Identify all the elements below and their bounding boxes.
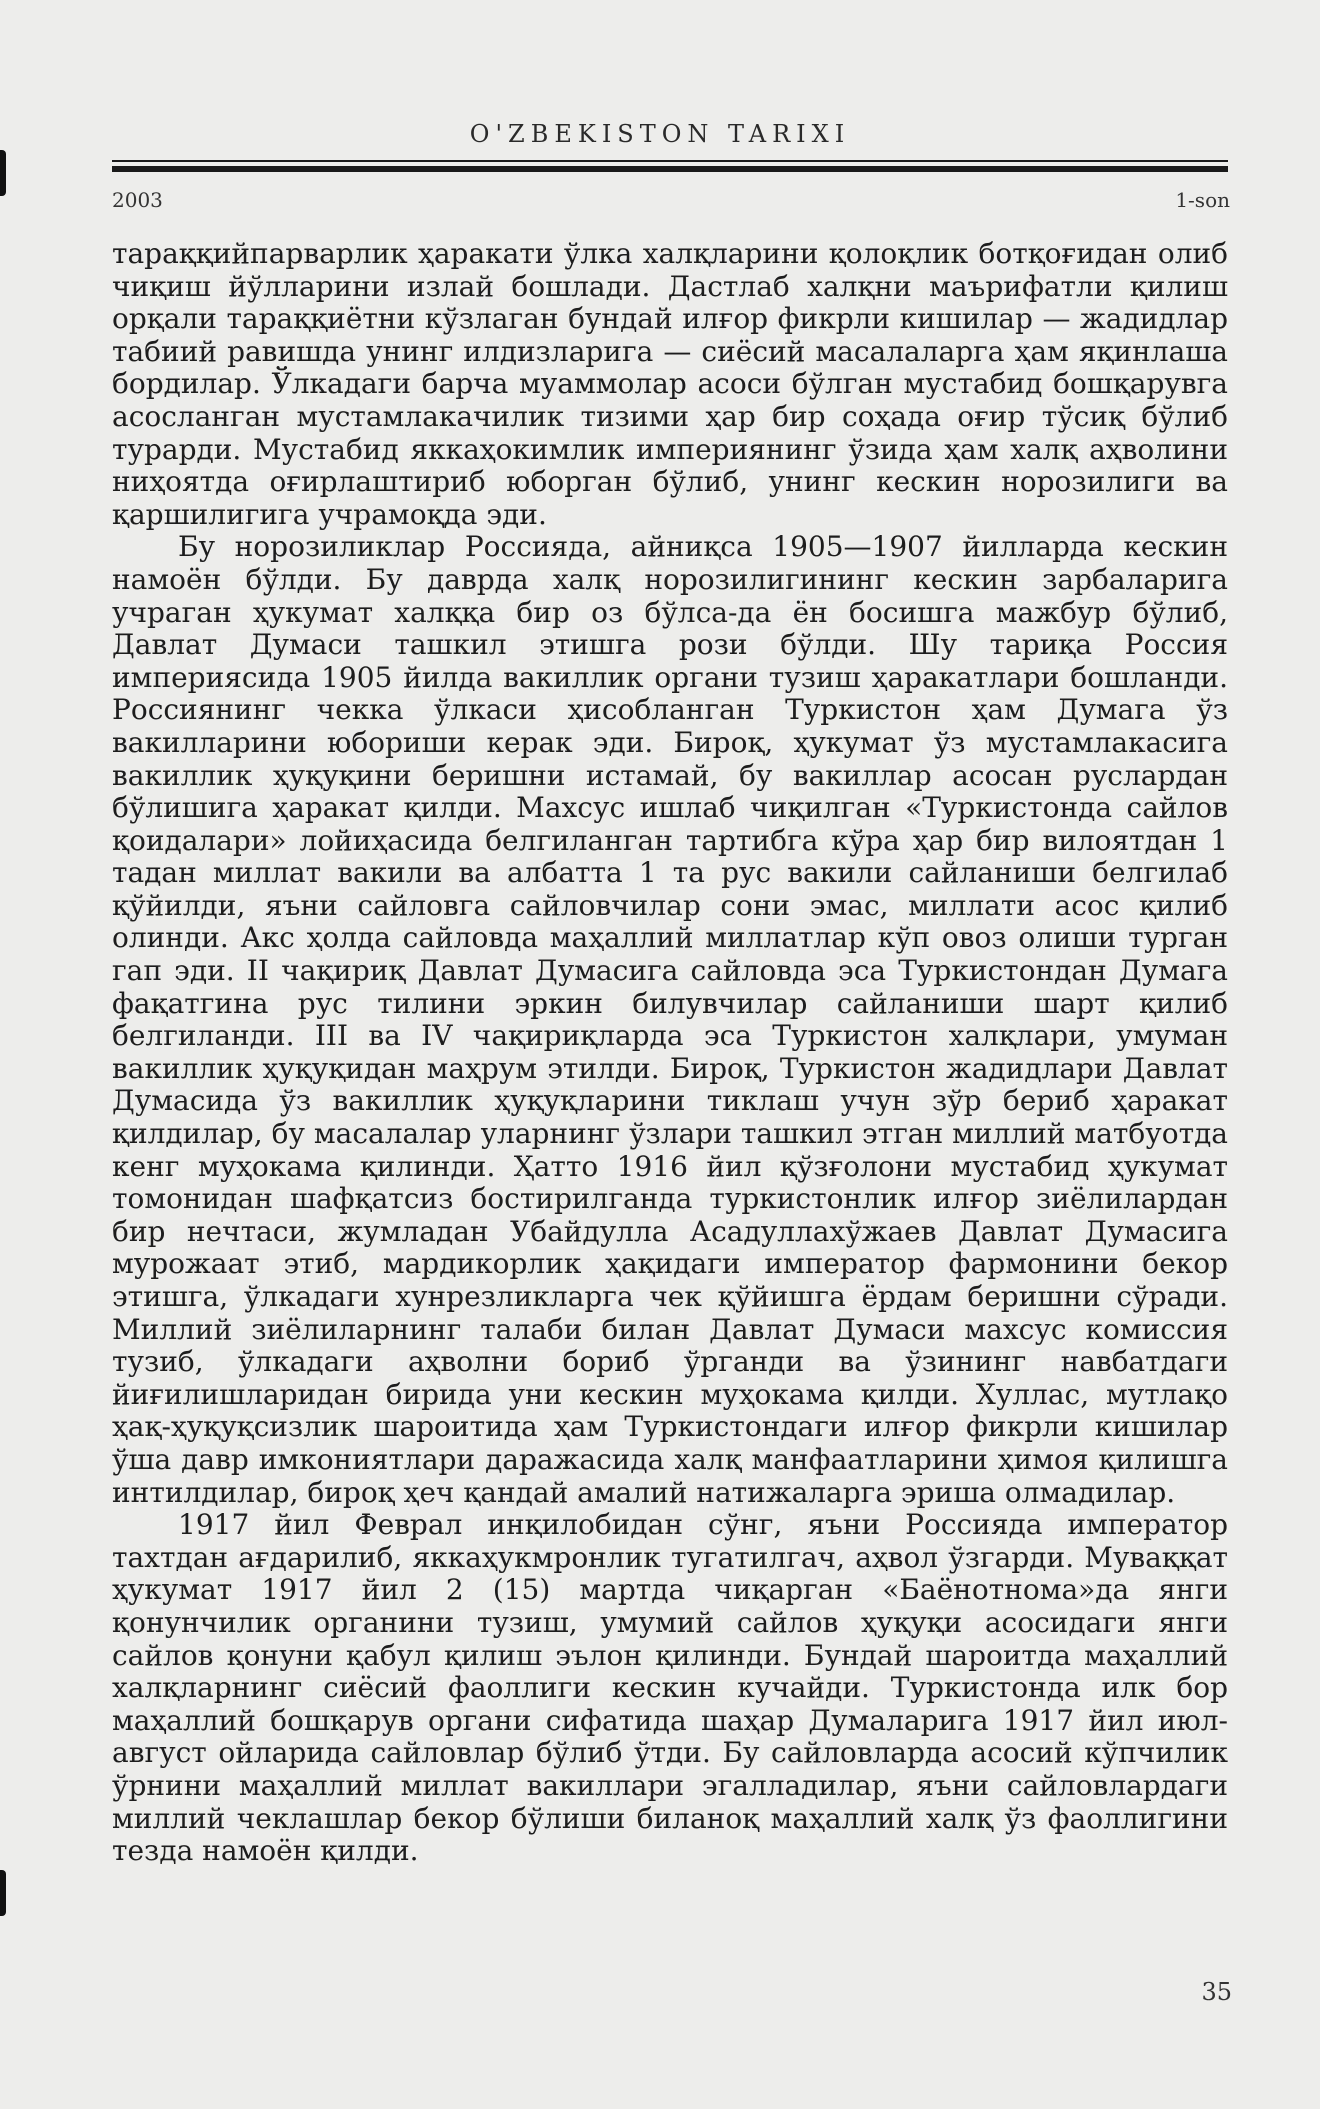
paragraph: тараққийпарварлик ҳаракати ўлка халқларини қолоқлик ботқоғидан олиб чиқиш йўлларини излай бошлади. Дастлаб халқни маърифатли қилиш орқали тараққиётни кўзлаган бундай илғор фикрли кишилар — жадидлар табиий равишда унинг илдизларига — сиёсий масалаларга ҳам яқинлаша бордилар. Ўлкадаги барча муаммолар асоси бўлган мустабид бошқарувга асосланган мустамлакачилик тизими ҳар бир соҳада оғир тўсиқ бўлиб турарди. Мустабид яккаҳокимлик империянинг ўзида ҳам халқ аҳволини ниҳоятда оғирлаштириб юборган бўлиб, унинг кескин норозилиги ва қаршилигига учрамоқда эди. — [112, 237, 1228, 531]
issue-year: 2003 — [112, 188, 163, 212]
journal-title: O'ZBEKISTON TARIXI — [469, 120, 851, 148]
article-body — [112, 238, 1228, 1868]
binding-hole-mark — [0, 1870, 6, 1916]
header-rule-thin — [112, 160, 1228, 162]
issue-number: 1-son — [1175, 188, 1230, 212]
paragraph: 1917 йил Феврал инқилобидан сўнг, яъни Россияда император тахтдан ағдарилиб, яккаҳукмронлик тугатилгач, аҳвол ўзгарди. Муваққат ҳукумат 1917 йил 2 (15) мартда чиқарган «Баёнотнома»да янги қонунчилик органини тузиш, умумий сайлов ҳуқуқи асосидаги янги сайлов қонуни қабул қилиш эълон қилинди. Бундай шароитда маҳаллий халқларнинг сиёсий фаоллиги кескин кучайди. Туркистонда илк бор маҳаллий бошқарув органи сифатида шаҳар Думаларига 1917 йил июл-август ойларида сайловлар бўлиб ўтди. Бу сайловларда асосий кўпчилик ўрнини маҳаллий миллат вакиллари эгалладилар, яъни сайловлардаги миллий чеклашлар бекор бўлиши биланоқ маҳаллий халқ ўз фаоллигини тезда намоён қилди. — [112, 1508, 1228, 1868]
paragraph: Бу норозиликлар Россияда, айниқса 1905—1907 йилларда кескин намоён бўлди. Бу даврда халқ норозилигининг кескин зарбаларига учраган ҳукумат халққа бир оз бўлса-да ён босишга мажбур бўлиб, Давлат Думаси ташкил этишга рози бўлди. Шу тариқа Россия империясида 1905 йилда вакиллик органи тузиш ҳаракатлари бошланди. Россиянинг чекка ўлкаси ҳисобланган Туркистон ҳам Думага ўз вакилларини юбориши керак эди. Бироқ, ҳукумат ўз мустамлакасига вакиллик ҳуқуқини беришни истамай, бу вакиллар асосан руслардан бўлишига ҳаракат қилди. Махсус ишлаб чиқилган «Туркистонда сайлов қоидалари» лойиҳасида белгиланган тартибга кўра ҳар бир вилоятдан 1 тадан миллат вакили ва албатта 1 та рус вакили сайланиши белгилаб қўйилди, яъни сайловга сайловчилар сони эмас, миллати асос қилиб олинди. Акс ҳолда сайловда маҳаллий миллатлар кўп овоз олиши турган гап эди. II чақириқ Давлат Думасига сайловда эса Туркистондан Думага фақатгина рус тилини эркин билувчилар сайланиши шарт қилиб белгиланди. III ва IV чақириқларда эса Туркистон халқлари, умуман вакиллик ҳуқуқидан маҳрум этилди. Бироқ, Туркистон жадидлари Давлат Думасида ўз вакиллик ҳуқуқларини тиклаш учун зўр бериб ҳаракат қилдилар, бу масалалар уларнинг ўзлари ташкил этган миллий матбуотда кенг муҳокама қилинди. Ҳатто 1916 йил қўзғолони мустабид ҳукумат томонидан шафқатсиз бостирилганда туркистонлик илғор зиёлилардан бир нечтаси, жумладан Убайдулла Асадуллахўжаев Давлат Думасига мурожаат этиб, мардикорлик ҳақидаги император фармонини бекор этишга, ўлкадаги хунрезликларга чек қўйишга ёрдам беришни сўради. Миллий зиёлиларнинг талаби билан Давлат Думаси махсус комиссия тузиб, ўлкадаги аҳволни бориб ўрганди ва ўзининг навбатдаги йиғилишларидан бирида уни кескин муҳокама қилди. Хуллас, мутлақо ҳақ-ҳуқуқсизлик шароитида ҳам Туркистондаги илғор фикрли кишилар ўша давр имкониятлари даражасида халқ манфаатларини ҳимоя қилишга интилдилар, бироқ ҳеч қандай амалий натижаларга эриша олмадилар. — [112, 530, 1228, 1509]
binding-hole-mark — [0, 150, 6, 196]
page-number: 35 — [1201, 1978, 1232, 2006]
header-rule-thick — [112, 166, 1228, 172]
